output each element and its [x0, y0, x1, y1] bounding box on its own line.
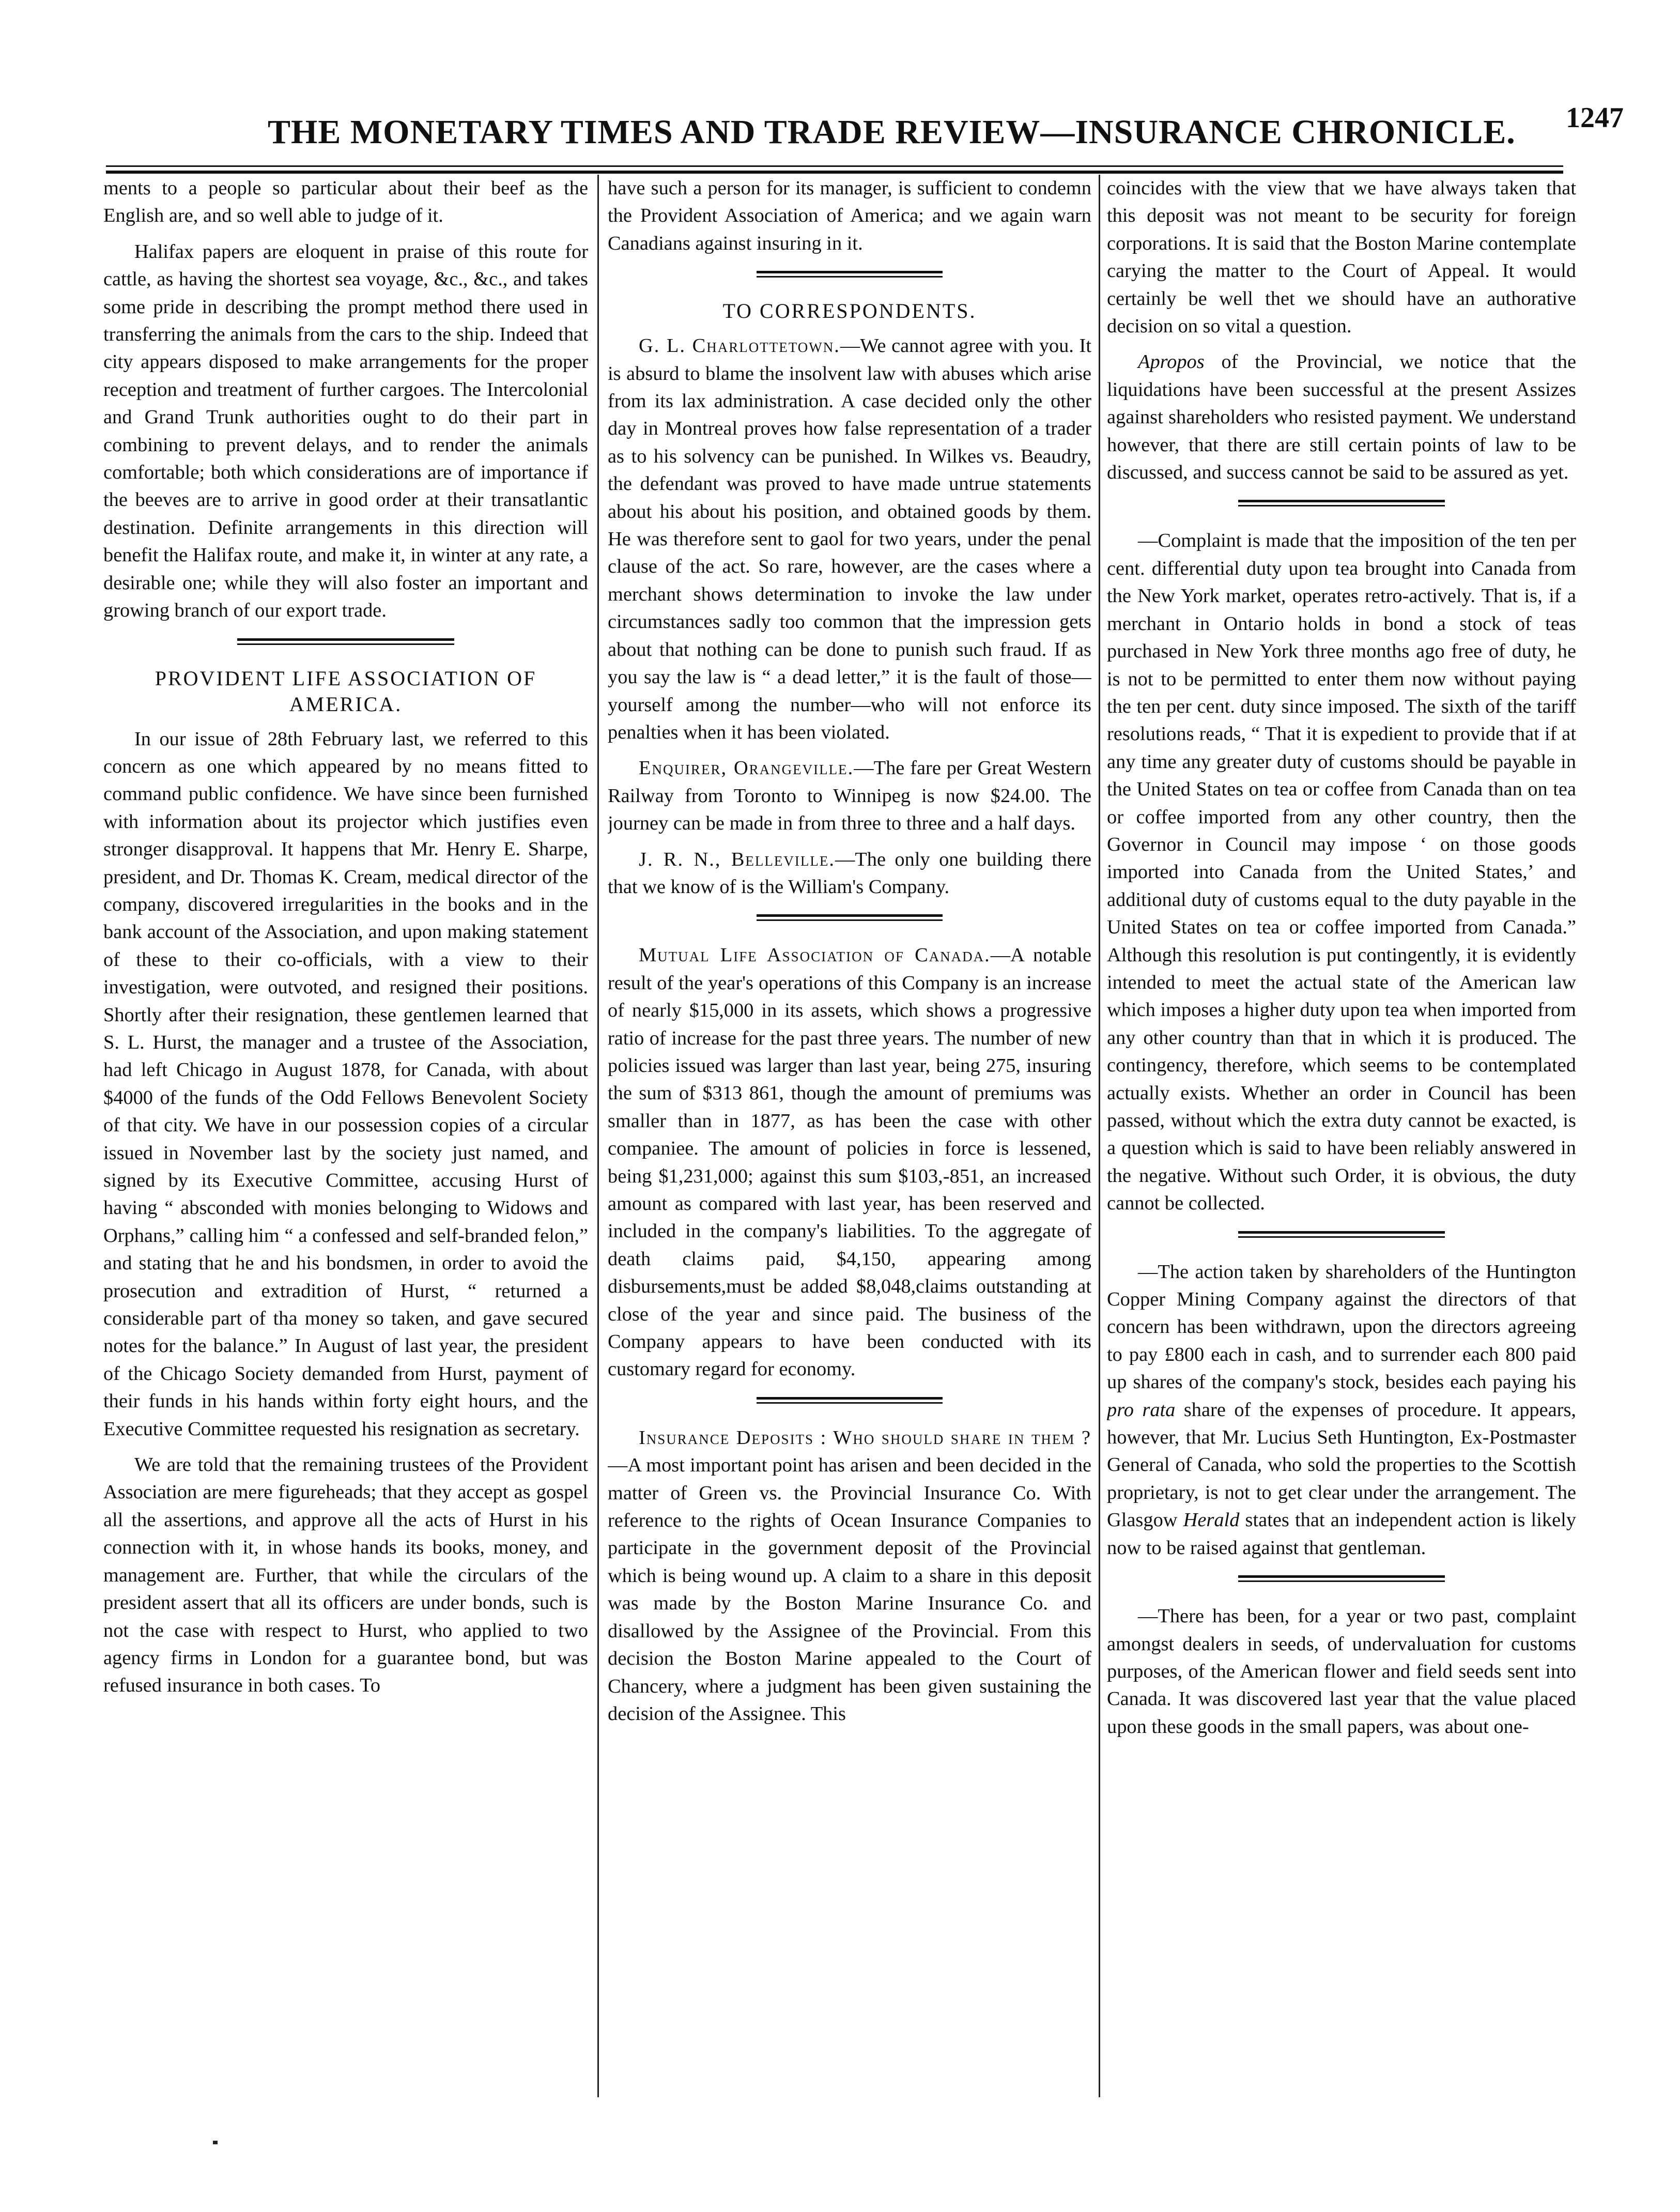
- heading-to-correspondents: TO CORRESPONDENTS.: [722, 299, 977, 323]
- section-separator: [757, 914, 943, 921]
- article-lead: Mutual Life Association of Canada.: [639, 944, 991, 966]
- column-divider-1: [597, 175, 599, 2097]
- header-rule-bottom: [106, 171, 1563, 174]
- paragraph-apropos-provincial: [1107, 348, 1576, 486]
- header-rule-top: [106, 165, 1563, 167]
- column-divider-2: [1099, 175, 1100, 2097]
- paragraph-provident-conclusion: have such a person for its manager, is sufficient to condemn the Provident Association of America; and we again warn Canadians against insuring in it.: [608, 177, 1091, 254]
- article-body: —A most important point has arisen and been decided in the matter of Green vs. the Provincial Insurance Co. With reference to the rights of Ocean Insurance Companies to participate in the government deposit of the Provincial which is being wound up. A claim to a share in this deposit was made by the Boston Marine Insurance Co. and disallowed by the Assignee of the Provincial. From this decision the Boston Marine appealed to the Court of Chancery, where a judgment has been given sustaining the decision of the Assignee. This: [608, 1454, 1091, 1725]
- correspondent-charlottetown: [608, 332, 1091, 746]
- heading-provident-life: PROVIDENT LIFE ASSOCIATION OF AMERICA.: [155, 666, 537, 716]
- italic-lead: Apropos: [1138, 351, 1205, 373]
- paragraph-provident-issue: In our issue of 28th February last, we referred to this concern as one which appeared by no means fitted to command public confidence. We have since been furnished with information about its projector which justifies even stronger disapproval. It happens that Mr. Henry E. Sharpe, president, and Dr. Thomas K. Cream, medical director of the company, discovered irregularities in the books and in the bank account of the Association, and upon making statement of these to their co-officials, with a view to their investigation, were outvoted, and resigned their positions. Shortly after their resignation, these gentlemen learned that S. L. Hurst, the manager and a trustee of the Association, had left Chicago in August 1878, for Canada, with about $4000 of the funds of the Odd Fellows Benevolent Society of that city. We have in our possession copies of a circular issued in November last by the society just named, and signed by its Executive Committee, accusing Hurst of having “ absconded with monies belonging to Widows and Orphans,” calling him “ a confessed and self-branded felon,” and stating that he and his bondsmen, in order to avoid the prosecution and extradition of Hurst, “ returned a considerable part of tha money so taken, and gave secured notes for the balance.” In August of last year, the president of the Chicago Society demanded from Hurst, payment of their funds in his hands within forty eight hours, and the Executive Committee requested his resignation as secretary.: [103, 728, 588, 1440]
- section-separator: [1238, 1575, 1445, 1582]
- section-separator: [757, 1397, 943, 1404]
- paragraph-deposit-view: coincides with the view that we have always taken that this deposit was not meant to be security for foreign corporations. It is said that the Boston Marine contemplate carying the matter to the Court of Appeal. It would certainly be well thet we should have an authorative decision on so vital a question.: [1107, 177, 1576, 337]
- column-3: [1107, 175, 1576, 2097]
- page-header: [0, 0, 1680, 171]
- paragraph-part: share of the expenses of procedure. It appears, however, that Mr. Lucius Seth Huntington, Ex-Postmaster General of Canada, who sold the properties to the Scottish proprietary, is not to get clear under the arrangement. The Glasgow: [1107, 1399, 1576, 1531]
- ink-speck: [213, 2141, 218, 2144]
- paragraph-mutual-life: [608, 942, 1091, 1384]
- correspondent-reply: —The fare per Great Western Railway from Toronto to Winnipeg is now $24.00. The journey can be made in from three to three and a half days.: [608, 757, 1091, 835]
- paragraph-insurance-deposits: [608, 1424, 1091, 1728]
- section-separator: [757, 271, 943, 278]
- correspondent-orangeville: [608, 755, 1091, 837]
- italic-term: pro rata: [1107, 1399, 1176, 1421]
- paragraph-provident-trustees: We are told that the remaining trustees of the Provident Association are mere figureheads; that they accept as gospel all the assertions, and approve all the acts of Hurst in his connection with it, in whose hands its books, money, and management are. Further, that while the circulars of the president assert that all its officers are under bonds, such is not the case with respect to Hurst, who applied to two agency firms in London for a guarantee bond, but was refused insurance in both cases. To: [103, 1454, 588, 1697]
- italic-newspaper-name: Herald: [1183, 1509, 1240, 1531]
- paragraph-part: states that an independent action is likely now to be raised against that gentleman.: [1107, 1509, 1576, 1559]
- paragraph-tea-duty: —Complaint is made that the imposition of the ten per cent. differential duty upon tea brought into Canada from the New York market, operates retro-actively. That is, if a merchant in Ontario holds in bond a stock of teas purchased in New York three months ago free of duty, he is not to be permitted to enter them now without paying the ten per cent. duty since imposed. The sixth of the tariff resolutions reads, “ That it is expedient to provide that if at any time any greater duty of customs should be payable in the United States on tea or coffee from Canada than on tea or coffee imported from any other country, then the Governor in Council may impose ‘ on those goods imported into Canada from the United States,’ and additional duty of customs equal to the duty payable in the United States on tea or coffee imported from Canada.” Although this resolution is put contingently, it is evidently intended to meet the actual state of the American law which imposes a higher duty upon tea when imported from any other country than that in which it is produced. The contingency, therefore, which seems to be contemplated actually exists. Whether an order in Council has been passed, without which the extra duty cannot be exacted, is a question which is said to have been reliably answered in the negative. Without such Order, it is obvious, the duty cannot be collected.: [1107, 530, 1576, 1215]
- correspondent-name: Enquirer, Orangeville.: [639, 757, 854, 779]
- publication-title: THE MONETARY TIMES AND TRADE REVIEW—INSURANCE CHRONICLE.: [268, 113, 1516, 151]
- section-separator: [1238, 500, 1445, 506]
- paragraph-seeds-valuation: —There has been, for a year or two past, complaint amongst dealers in seeds, of undervaluation for customs purposes, of the American flower and field seeds sent into Canada. It was discovered last year that the value placed upon these goods in the small papers, was about one-: [1107, 1605, 1576, 1738]
- column-1: [103, 175, 588, 2097]
- paragraph-huntington-copper: [1107, 1258, 1576, 1562]
- correspondent-name: J. R. N., Belleville.: [639, 848, 835, 870]
- paragraph-halifax-route: Halifax papers are eloquent in praise of this route for cattle, as having the shortest sea voyage, &c., &c., and takes some pride in describing the prompt method there used in transferring the animals from the cars to the ship. Indeed that city appears disposed to make arrangements for the proper reception and treatment of further cargoes. The Intercolonial and Grand Trunk authorities ought to do their part in combining to prevent delays, and to render the animals comfortable; both which considerations are of importance if the beeves are to arrive in good order at their transatlantic destination. Definite arrangements in this direction will benefit the Halifax route, and make it, in winter at any rate, a desirable one; while they will also foster an important and growing branch of our export trade.: [103, 240, 588, 622]
- article-lead: Insurance Deposits : Who should share in them ?: [639, 1426, 1091, 1449]
- correspondent-name: G. L. Charlottetown.: [639, 335, 840, 357]
- article-body: —A notable result of the year's operations of this Company is an increase of nearly $15,000 in its assets, which shows a progressive ratio of increase for the past three years. The number of new policies issued was larger than last year, being 275, insuring the sum of $313 861, though the amount of premiums was smaller than in 1877, as has been the case with other companiee. The amount of policies in force is lessened, being $1,231,000; against this sum $103,-851, an increased amount as compared with last year, has been reserved and included in the company's liabilities. To the aggregate of death claims paid, $4,150, appearing among disbursements,must be added $8,048,claims outstanding at close of the year and since paid. The business of the Company appears to have been conducted with its customary regard for economy.: [608, 944, 1091, 1380]
- correspondent-reply: —The only one building there that we know of is the William's Company.: [608, 848, 1091, 898]
- paragraph-beef-continued: ments to a people so particular about their beef as the English are, and so well able to judge of it.: [103, 177, 588, 227]
- column-2: [608, 175, 1091, 2097]
- paragraph-part: —The action taken by shareholders of the Huntington Copper Mining Company against the directors of that concern has been withdrawn, upon the directors agreeing to pay £800 each in cash, and to surrender each 800 paid up shares of the company's stock, besides each paying his: [1107, 1261, 1576, 1393]
- correspondent-reply: —We cannot agree with you. It is absurd to blame the insolvent law with abuses which arise from its lax administration. A case decided only the other day in Montreal proves how false representation of a trader as to his solvency can be punished. In Wilkes vs. Beaudry, the defendant was proved to have made untrue statements about his about his position, and obtained goods by them. He was therefore sent to gaol for two years, under the penal clause of the act. So rare, however, are the cases where a merchant shows determination to invoke the law under circumstances sadly too common that the impression gets about that nothing can be done to punish such fraud. If as you say the law is “ a dead letter,” it is the fault of those—yourself among the number—who will not enforce its penalties when it has been violated.: [608, 335, 1091, 743]
- page-number: 1247: [1566, 102, 1624, 134]
- correspondent-belleville: [608, 846, 1091, 901]
- section-separator: [237, 638, 454, 645]
- section-separator: [1238, 1231, 1445, 1238]
- paragraph-body: of the Provincial, we notice that the liquidations have been successful at the present Assizes against shareholders who resisted payment. We understand however, that there are still certain points of law to be discussed, and success cannot be said to be assured as yet.: [1107, 351, 1576, 484]
